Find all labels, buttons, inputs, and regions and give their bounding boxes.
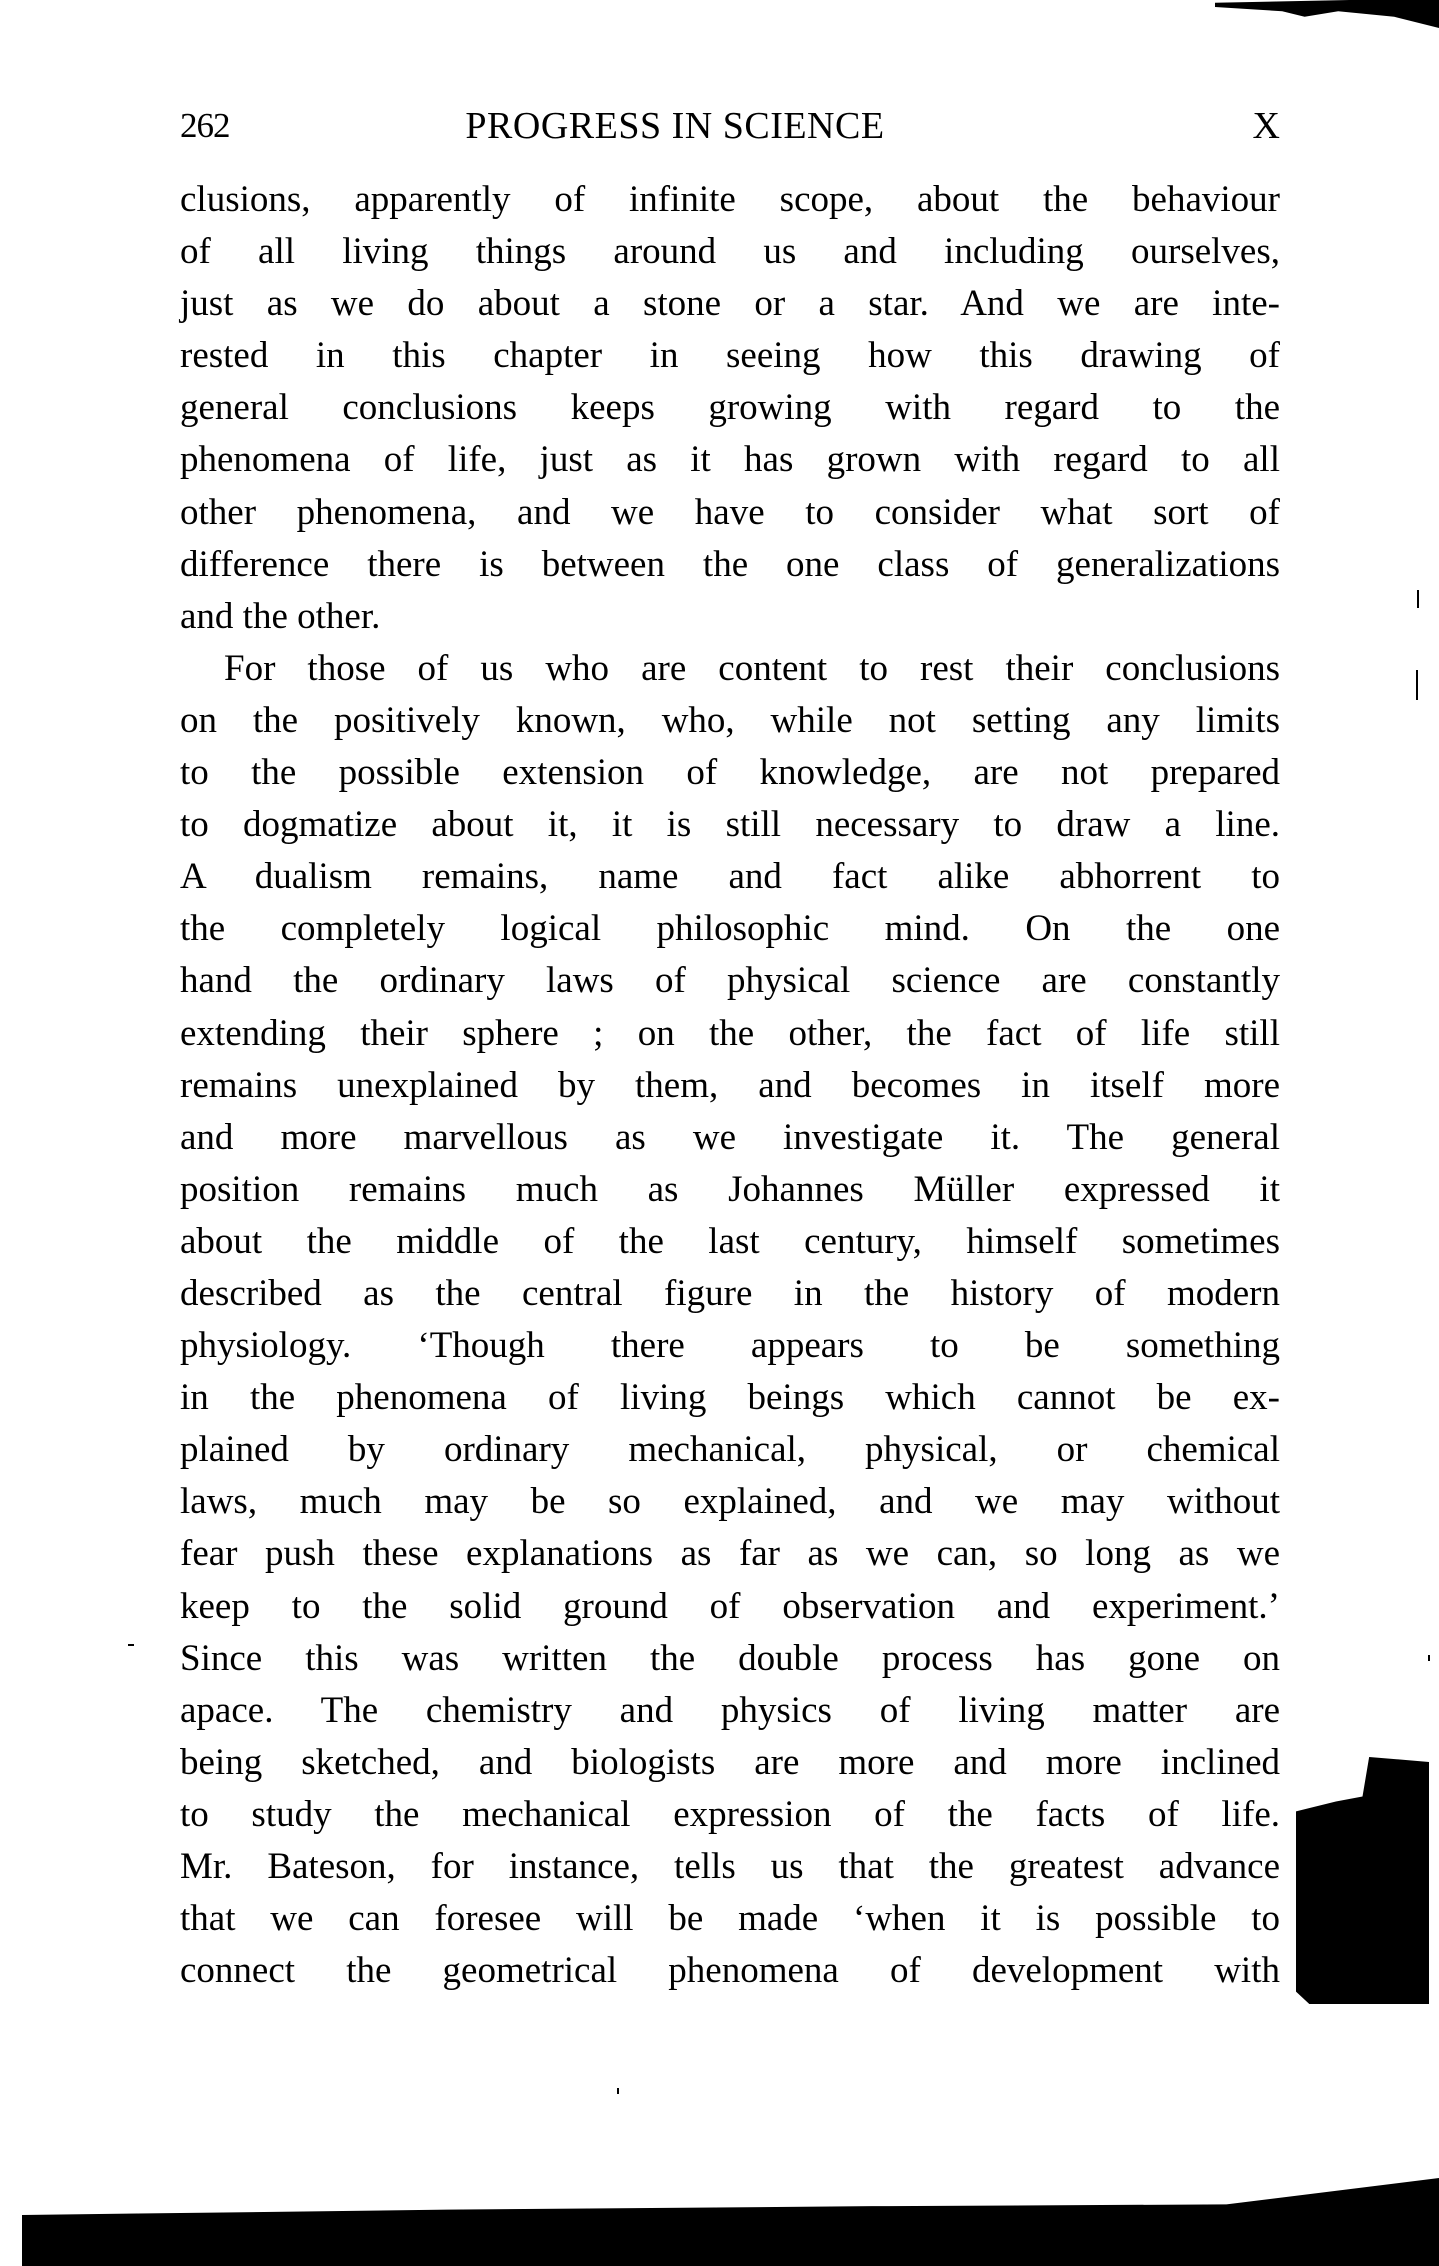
text-line: to study the mechanical expression of the facts of life. xyxy=(180,1793,1280,1835)
scan-speck xyxy=(1428,1655,1430,1661)
text-line: hand the ordinary laws of physical science are constantly xyxy=(180,960,1280,1002)
text-line: of all living things around us and including ourselves, xyxy=(180,231,1280,273)
text-line: about the middle of the last century, himself sometimes xyxy=(180,1220,1280,1262)
text-line: that we can foresee will be made ‘when it is possible to xyxy=(180,1898,1280,1940)
text-line: and more marvellous as we investigate it. The general xyxy=(180,1116,1280,1158)
text-line: in the phenomena of living beings which cannot be ex- xyxy=(180,1377,1280,1419)
text-line: For those of us who are content to rest their conclusions xyxy=(224,647,1280,689)
text-line: keep to the solid ground of observation and experiment.’ xyxy=(180,1585,1280,1627)
scan-blot-right xyxy=(1296,1757,1429,2004)
scan-speck xyxy=(617,2088,619,2094)
scan-smudge-top xyxy=(1215,0,1439,28)
text-line: remains unexplained by them, and becomes in itself more xyxy=(180,1064,1280,1106)
text-line: difference there is between the one class of generalizations xyxy=(180,543,1280,585)
running-header xyxy=(180,104,1280,148)
running-title: PROGRESS IN SCIENCE xyxy=(465,105,885,147)
text-line: and the other. xyxy=(180,595,381,637)
text-line: rested in this chapter in seeing how this drawing of xyxy=(180,335,1280,377)
page-number: 262 xyxy=(180,106,230,145)
chapter-number: X xyxy=(1252,105,1280,147)
text-line: A dualism remains, name and fact alike abhorrent to xyxy=(180,856,1280,898)
text-line: general conclusions keeps growing with regard to the xyxy=(180,387,1280,429)
text-line: just as we do about a stone or a star. And we are inte- xyxy=(180,283,1280,325)
text-line: to the possible extension of knowledge, are not prepared xyxy=(180,752,1280,794)
scan-speck xyxy=(1416,670,1418,700)
text-line: being sketched, and biologists are more and more inclined xyxy=(180,1741,1280,1783)
text-line: the completely logical philosophic mind. On the one xyxy=(180,908,1280,950)
text-line: to dogmatize about it, it is still necessary to draw a line. xyxy=(180,804,1280,846)
text-line: position remains much as Johannes Müller expressed it xyxy=(180,1168,1280,1210)
text-line: plained by ordinary mechanical, physical, or chemical xyxy=(180,1429,1280,1471)
text-line: fear push these explanations as far as we can, so long as we xyxy=(180,1533,1280,1575)
text-line: apace. The chemistry and physics of living matter are xyxy=(180,1689,1280,1731)
text-line: laws, much may be so explained, and we may without xyxy=(180,1481,1280,1523)
text-line: Since this was written the double process has gone on xyxy=(180,1637,1280,1679)
text-line: other phenomena, and we have to consider what sort of xyxy=(180,491,1280,533)
text-line: on the positively known, who, while not setting any limits xyxy=(180,699,1280,741)
scan-shadow-bottom xyxy=(22,2178,1439,2266)
text-line: extending their sphere ; on the other, the fact of life still xyxy=(180,1012,1280,1054)
scan-speck xyxy=(128,1644,134,1646)
scan-speck xyxy=(1417,590,1419,608)
text-line: described as the central figure in the history of modern xyxy=(180,1272,1280,1314)
text-line: connect the geometrical phenomena of development with xyxy=(180,1950,1280,1992)
text-line: Mr. Bateson, for instance, tells us that the greatest advance xyxy=(180,1846,1280,1887)
text-line: clusions, apparently of infinite scope, about the behaviour xyxy=(180,179,1280,220)
text-line: phenomena of life, just as it has grown with regard to all xyxy=(180,439,1280,481)
text-line: physiology. ‘Though there appears to be something xyxy=(180,1325,1280,1367)
body-text xyxy=(180,174,1280,1997)
